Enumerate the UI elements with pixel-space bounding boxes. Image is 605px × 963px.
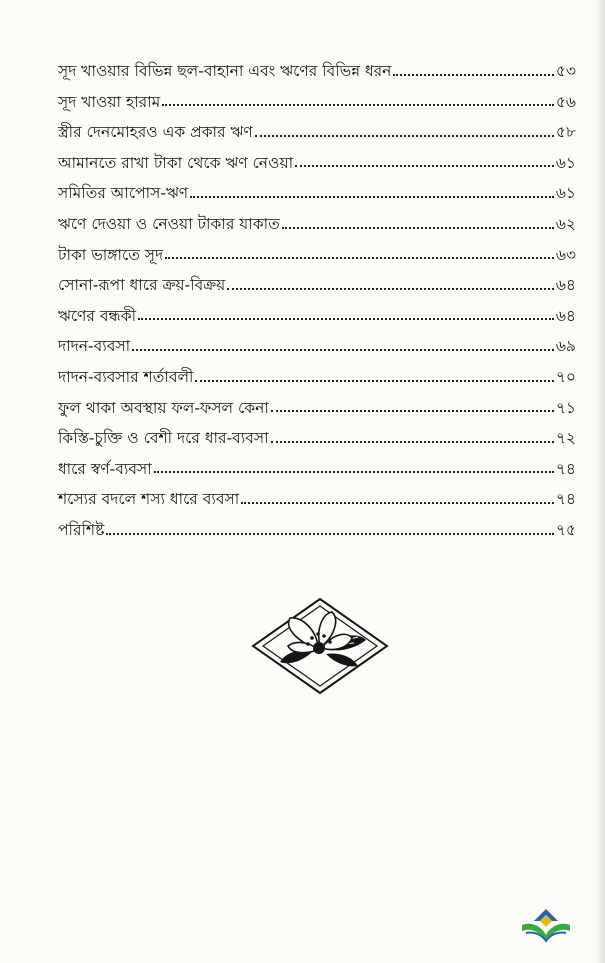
toc-leader-dots <box>282 227 554 229</box>
toc-leader-dots <box>393 74 553 76</box>
toc-entry-title: আমানতে রাখা টাকা থেকে ঋণ নেওয়া <box>58 153 294 172</box>
toc-leader-dots <box>165 257 554 259</box>
toc-entry-title: সমিতির আপোস-ঋণ <box>58 184 189 203</box>
toc-leader-dots <box>106 533 553 535</box>
toc-entry-page: ৭৫ <box>555 520 576 539</box>
table-of-contents <box>58 50 576 540</box>
toc-entry-page: ৭২ <box>555 429 576 448</box>
toc-leader-dots <box>132 349 554 351</box>
flower-ornament-icon <box>250 596 390 696</box>
toc-entry <box>58 264 576 295</box>
toc-entry-page: ৬১ <box>555 184 576 203</box>
toc-leader-dots <box>241 502 554 504</box>
toc-entry-title: দাদন-ব্যবসার শর্তাবলী <box>58 367 194 386</box>
toc-entry-title: শস্যের বদলে শস্য ধারে ব্যবসা <box>58 490 240 509</box>
toc-entry-title: কিস্তি-চুক্তি ও বেশী দরে ধার-ব্যবসা <box>58 429 269 448</box>
toc-entry <box>58 448 576 479</box>
toc-entry <box>58 172 576 203</box>
toc-leader-dots <box>271 410 554 412</box>
toc-entry-page: ৫৬ <box>555 92 576 111</box>
toc-entry-page: ৬৩ <box>555 245 576 264</box>
page-edge-shadow <box>595 0 605 963</box>
toc-entry <box>58 478 576 509</box>
toc-entry-page: ৬৯ <box>555 337 576 356</box>
toc-leader-dots <box>271 441 554 443</box>
toc-entry <box>58 387 576 418</box>
toc-entry <box>58 295 576 326</box>
toc-leader-dots <box>138 318 554 320</box>
toc-entry-title: ঋণে দেওয়া ও নেওয়া টাকার যাকাত <box>58 214 280 233</box>
toc-entry-title: ঋণের বন্ধকী <box>58 306 137 325</box>
toc-entry <box>58 142 576 173</box>
toc-entry <box>58 417 576 448</box>
toc-leader-dots <box>190 196 554 198</box>
toc-entry-page: ৭৪ <box>555 459 576 478</box>
toc-entry-title: সূদ খাওয়ার বিভিন্ন ছল-বাহানা এবং ঋণের বিভিন্ন ধরন <box>58 62 392 80</box>
toc-leader-dots <box>195 380 553 382</box>
toc-entry-page: ৭১ <box>555 398 576 417</box>
toc-entry-page: ৬২ <box>555 214 576 233</box>
toc-entry-title: দাদন-ব্যবসা <box>58 337 131 356</box>
publisher-logo-icon <box>518 905 574 945</box>
toc-entry-title: সূদ খাওয়া হারাম <box>58 92 161 111</box>
toc-leader-dots <box>227 288 554 290</box>
toc-entry <box>58 325 576 356</box>
toc-entry <box>58 111 576 142</box>
toc-entry-page: ৬৪ <box>555 306 576 325</box>
toc-entry-page: ৬৪ <box>555 276 576 295</box>
toc-entry <box>58 234 576 265</box>
toc-entry-page: ৭০ <box>555 367 576 386</box>
toc-entry-page: ৫৩ <box>555 62 576 80</box>
toc-leader-dots <box>295 165 554 167</box>
toc-entry <box>58 356 576 387</box>
toc-entry <box>58 203 576 234</box>
toc-entry-title: সোনা-রূপা ধারে ক্রয়-বিক্রয় <box>58 276 226 295</box>
toc-leader-dots <box>154 471 554 473</box>
toc-entry-page: ৭৪ <box>555 490 576 509</box>
toc-leader-dots <box>255 135 554 137</box>
toc-entry-title: ফুল থাকা অবস্থায় ফল-ফসল কেনা <box>58 398 269 417</box>
toc-entry <box>58 50 576 81</box>
toc-entry-page: ৬১ <box>555 153 576 172</box>
toc-entry-title: টাকা ভাঙ্গাতে সূদ <box>58 245 164 264</box>
toc-entry-title: স্ত্রীর দেনমোহরও এক প্রকার ঋণ <box>58 123 253 142</box>
toc-leader-dots <box>162 104 554 106</box>
toc-entry-page: ৫৮ <box>555 123 576 142</box>
toc-entry <box>58 509 576 540</box>
toc-entry-title: ধারে স্বর্ণ-ব্যবসা <box>58 459 152 478</box>
toc-entry-title: পরিশিষ্ট <box>58 520 105 539</box>
toc-entry <box>58 81 576 112</box>
